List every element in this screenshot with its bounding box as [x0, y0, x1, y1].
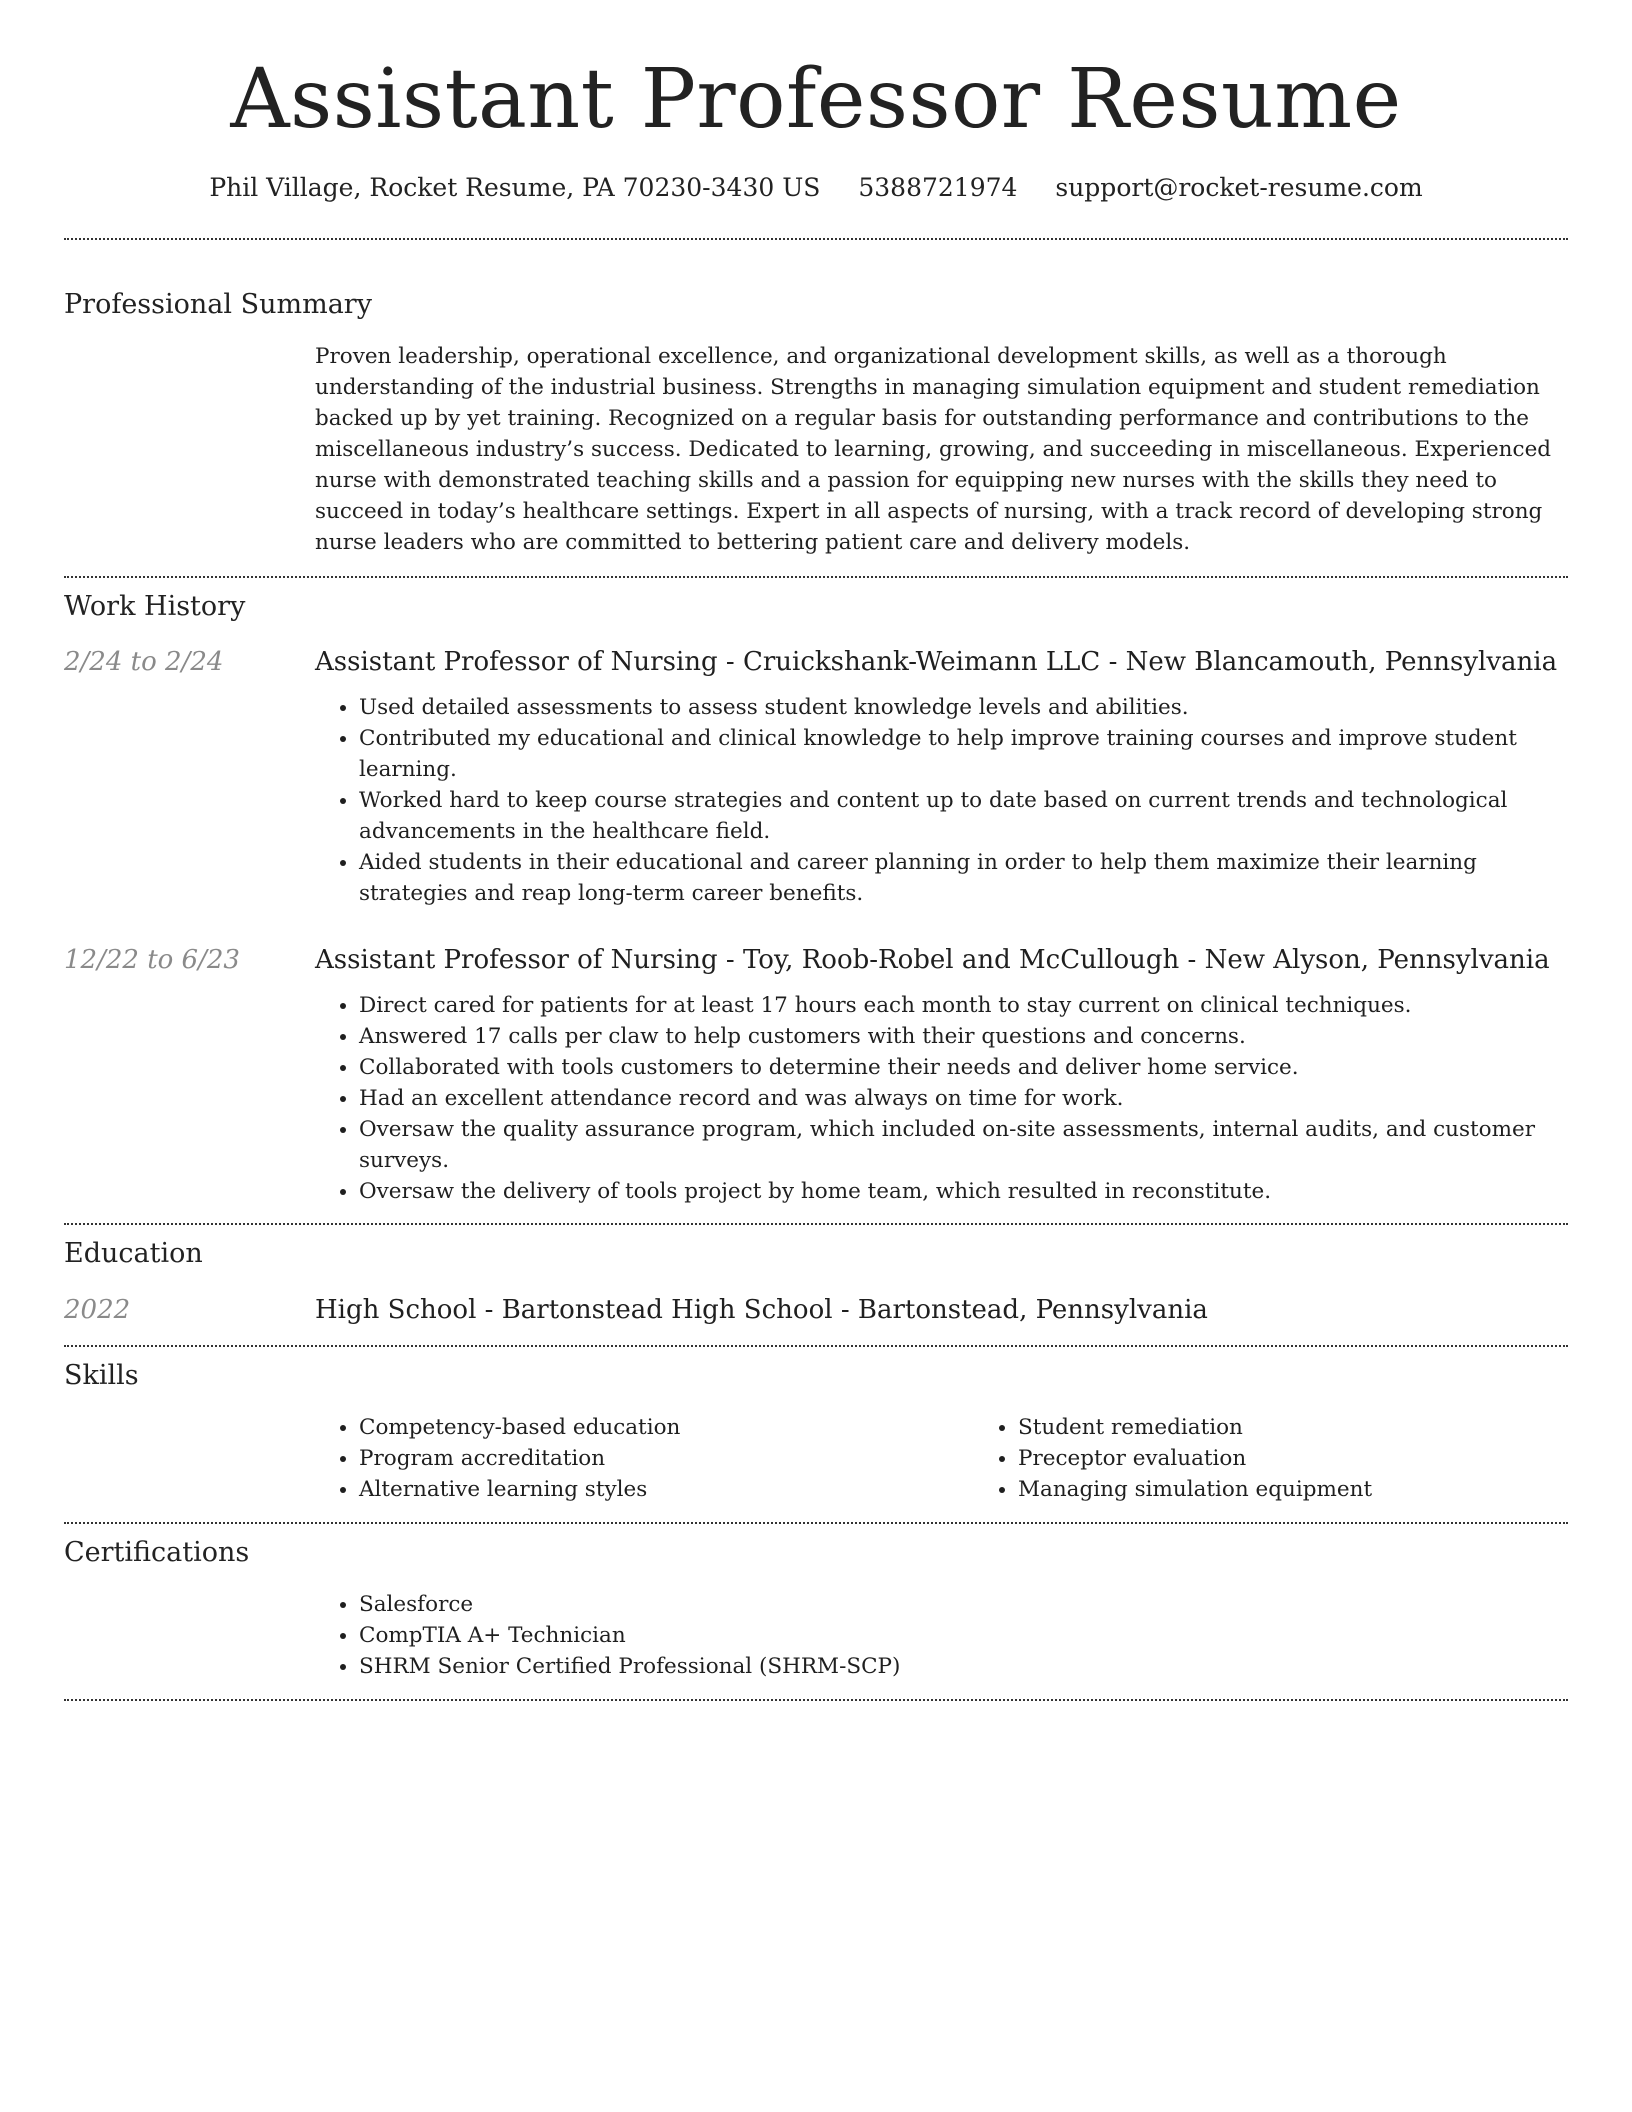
- section-title-education: Education: [64, 1238, 203, 1269]
- job-bullet: • Had an excellent attendance record and was always on time for work.: [359, 1083, 1568, 1114]
- job-bullet: • Collaborated with tools customers to determine their needs and deliver home service.: [359, 1052, 1568, 1083]
- section-title-summary: Professional Summary: [64, 289, 372, 320]
- section-title-certifications: Certifications: [64, 1537, 250, 1568]
- work-history-section: [64, 578, 1568, 1207]
- job-bullet: • Direct cared for patients for at least 17 hours each month to stay current on clinical techniques.: [359, 990, 1568, 1021]
- summary-section: [64, 240, 1568, 558]
- contact-address: Phil Village, Rocket Resume, PA 70230-3430 US: [209, 173, 821, 202]
- skills-list-left: [315, 1412, 974, 1505]
- skills-section: [64, 1347, 1568, 1505]
- contact-phone: 5388721974: [858, 173, 1018, 202]
- job-bullets: [315, 990, 1568, 1207]
- skill-item: • Alternative learning styles: [359, 1474, 974, 1505]
- divider: [64, 1699, 1568, 1701]
- certifications-section: [64, 1524, 1568, 1682]
- job-bullet: • Contributed my educational and clinical knowledge to help improve training courses and improve student learning.: [359, 723, 1568, 785]
- resume-title: Assistant Professor Resume: [230, 52, 1402, 147]
- section-title-skills: Skills: [64, 1360, 139, 1391]
- education-section: [64, 1225, 1568, 1328]
- job-dates: 2/24 to 2/24: [64, 647, 224, 677]
- skill-item: • Managing simulation equipment: [1018, 1474, 1632, 1505]
- job-dates: 12/22 to 6/23: [64, 945, 240, 975]
- job-title: Assistant Professor of Nursing - Toy, Roob-Robel and McCullough - New Alyson, Pennsylvania: [315, 945, 1550, 975]
- resume-header: [64, 0, 1568, 206]
- certifications-list: [315, 1589, 1568, 1682]
- job-bullet: • Oversaw the quality assurance program, which included on-site assessments, internal audits, and customer surveys.: [359, 1114, 1568, 1176]
- education-title: High School - Bartonstead High School - Bartonstead, Pennsylvania: [315, 1295, 1208, 1325]
- skill-item: • Preceptor evaluation: [1018, 1443, 1632, 1474]
- certification-item: • SHRM Senior Certified Professional (SHRM-SCP): [359, 1651, 1568, 1682]
- skills-list-right: [974, 1412, 1632, 1505]
- section-title-work-history: Work History: [64, 591, 246, 622]
- certification-item: • CompTIA A+ Technician: [359, 1620, 1568, 1651]
- job-bullet: • Worked hard to keep course strategies and content up to date based on current trends and technological advancements in the healthcare field.: [359, 785, 1568, 847]
- job-entry: [64, 644, 1568, 909]
- job-bullet: • Used detailed assessments to assess student knowledge levels and abilities.: [359, 692, 1568, 723]
- skill-item: • Program accreditation: [359, 1443, 974, 1474]
- education-year: 2022: [64, 1295, 131, 1325]
- skill-item: • Student remediation: [1018, 1412, 1632, 1443]
- skill-item: • Competency-based education: [359, 1412, 974, 1443]
- job-entry: [64, 942, 1568, 1207]
- job-bullet: • Oversaw the delivery of tools project by home team, which resulted in reconstitute.: [359, 1176, 1568, 1207]
- job-title: Assistant Professor of Nursing - Cruickshank-Weimann LLC - New Blancamouth, Pennsylvania: [315, 647, 1558, 677]
- contact-line: [64, 170, 1568, 206]
- education-entry: [64, 1292, 1568, 1328]
- job-bullet: • Aided students in their educational and career planning in order to help them maximize their learning strategies and reap long-term career benefits.: [359, 847, 1568, 909]
- summary-text: Proven leadership, operational excellence, and organizational development skills, as well as a thorough understanding of the industrial business. Strengths in managing simulation equipment and student remediation backed up by yet training. Recognized on a regular basis for outstanding performance and contributions to the miscellaneous industry’s success. Dedicated to learning, growing, and succeeding in miscellaneous. Experienced nurse with demonstrated teaching skills and a passion for equipping new nurses with the skills they need to succeed in today’s healthcare settings. Expert in all aspects of nursing, with a track record of developing strong nurse leaders who are committed to bettering patient care and delivery models.: [315, 344, 1552, 555]
- contact-email: support@rocket-resume.com: [1055, 173, 1423, 202]
- certification-item: • Salesforce: [359, 1589, 1568, 1620]
- job-bullets: [315, 692, 1568, 909]
- job-bullet: • Answered 17 calls per claw to help customers with their questions and concerns.: [359, 1021, 1568, 1052]
